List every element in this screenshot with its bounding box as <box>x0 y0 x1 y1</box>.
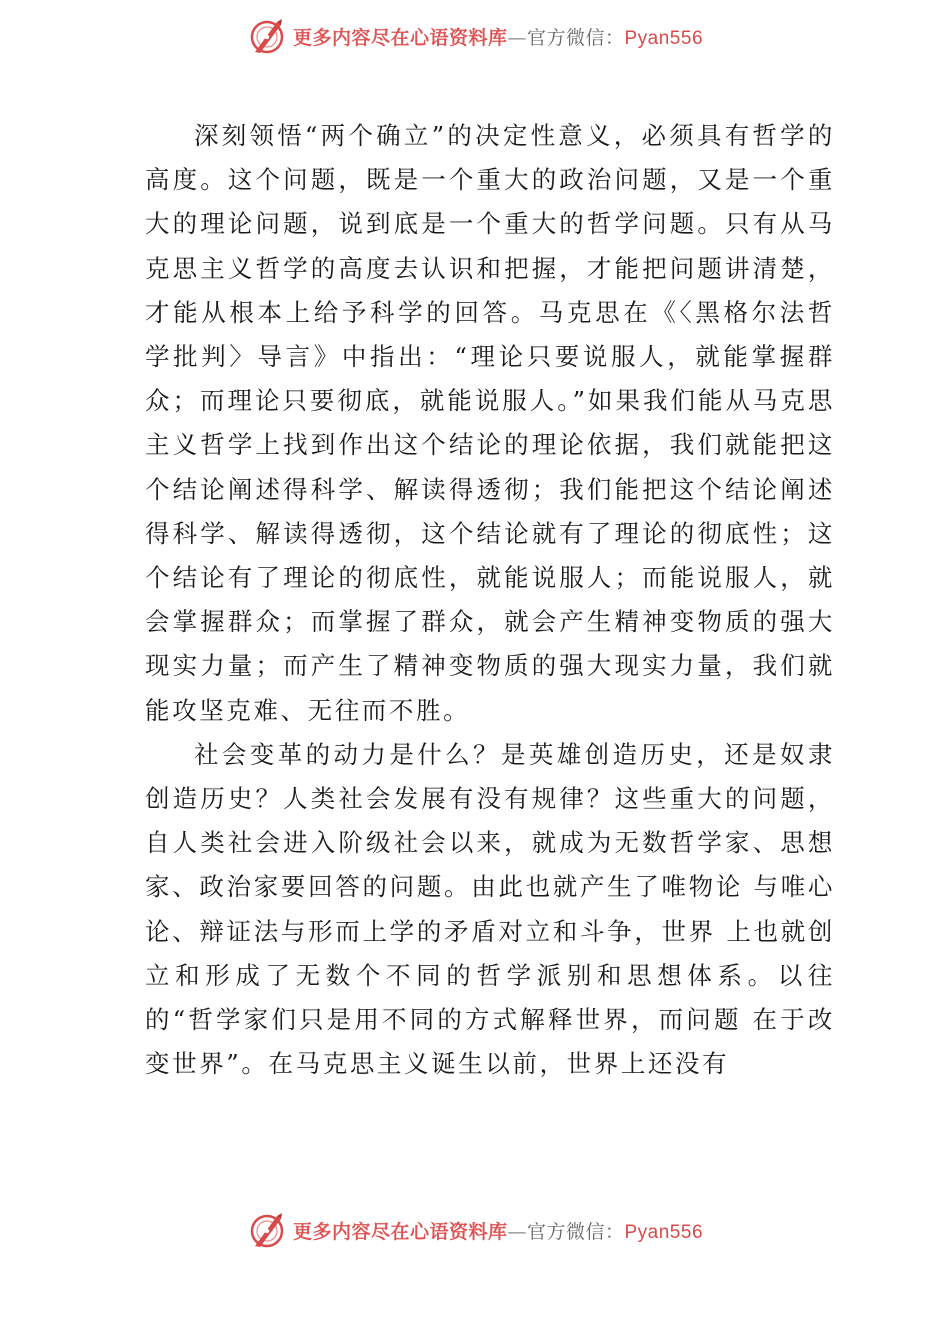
banner-wechat-label: 官方微信： <box>526 26 625 49</box>
pen-nib-circle-logo-icon <box>247 1210 287 1250</box>
banner-separator: — <box>507 26 527 49</box>
banner-brand: 更多内容尽在心语资料库 <box>292 26 508 49</box>
banner-text <box>293 23 703 50</box>
banner-wechat-label: 官方微信： <box>526 1220 625 1243</box>
footer-banner <box>0 1208 950 1252</box>
pen-nib-circle-logo-icon <box>247 16 287 56</box>
header-banner <box>0 14 950 58</box>
banner-wechat-id: Pyan556 <box>624 1221 704 1243</box>
banner-text <box>293 1217 703 1244</box>
banner-brand: 更多内容尽在心语资料库 <box>292 1220 508 1243</box>
paragraph-1: 深刻领悟“两个确立”的决定性意义，必须具有哲学的高度。这个问题，既是一个重大的政治问题，又是一个重大的理论问题，说到底是一个重大的哲学问题。只有从马克思主义哲学的高度去认识和把握，才能把问题讲清楚，才能从根本上给予科学的回答。马克思在《〈黑格尔法哲学批判〉导言》中指出：“理论只要说服人，就能掌握群众；而理论只要彻底，就能说服人。”如果我们能从马克思主义哲学上找到作出这个结论的理论依据，我们就能把这个结论阐述得科学、解读得透彻；我们能把这个结论阐述得科学、解读得透彻，这个结论就有了理论的彻底性；这个结论有了理论的彻底性，就能说服人；而能说服人，就会掌握群众；而掌握了群众，就会产生精神变物质的强大现实力量；而产生了精神变物质的强大现实力量，我们就能攻坚克难、无往而不胜。 <box>145 121 835 725</box>
document-body <box>145 114 835 1086</box>
paragraph-2: 社会变革的动力是什么？是英雄创造历史，还是奴隶创造历史？人类社会发展有没有规律？这些重大的问题，自人类社会进入阶级社会以来，就成为无数哲学家、思想家、政治家要回答的问题。由此也就产生了唯物论 与唯心论、辩证法与形而上学的矛盾对立和斗争，世界 上也就创立和形成了无数个不同的哲学派别和思想体系。以往的“哲学家们只是用不同的方式解释世界，而问题 在于改变世界”。在马克思主义诞生以前，世界上还没有 <box>145 739 835 1079</box>
banner-wechat-id: Pyan556 <box>624 27 704 49</box>
banner-separator: — <box>507 1220 527 1243</box>
